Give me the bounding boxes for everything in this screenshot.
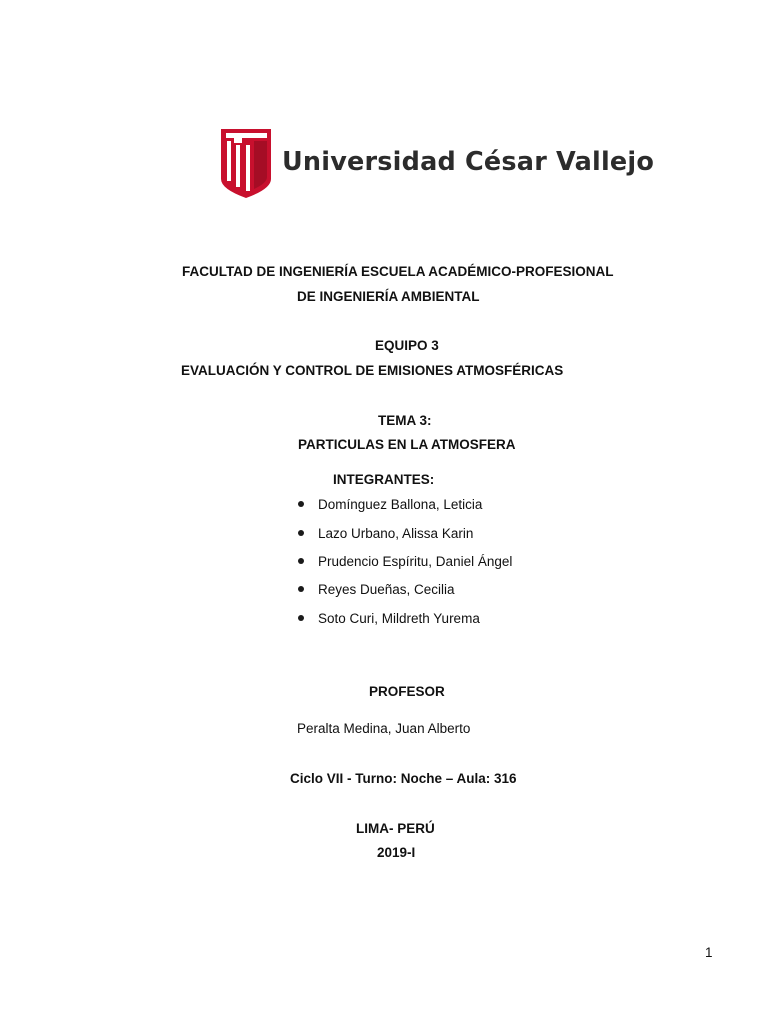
member-name: Domínguez Ballona, Leticia xyxy=(318,497,483,512)
list-item xyxy=(298,497,482,512)
member-name: Lazo Urbano, Alissa Karin xyxy=(318,526,474,541)
faculty-line-2: DE INGENIERÍA AMBIENTAL xyxy=(297,289,480,304)
member-name: Soto Curi, Mildreth Yurema xyxy=(318,611,480,626)
professor-name: Peralta Medina, Juan Alberto xyxy=(297,721,471,736)
bullet-icon xyxy=(298,558,304,564)
course-title: EVALUACIÓN Y CONTROL DE EMISIONES ATMOSFÉRICAS xyxy=(181,363,564,378)
bullet-icon xyxy=(298,615,304,621)
list-item xyxy=(298,526,473,541)
list-item xyxy=(298,611,480,626)
team-label: EQUIPO 3 xyxy=(375,338,439,353)
faculty-line-1: FACULTAD DE INGENIERÍA ESCUELA ACADÉMICO-PROFESIONAL xyxy=(182,264,614,279)
bullet-icon xyxy=(298,501,304,507)
topic-label: TEMA 3: xyxy=(378,413,432,428)
members-heading: INTEGRANTES: xyxy=(333,472,435,487)
university-wordmark: Universidad César Vallejo xyxy=(282,147,655,177)
university-logo xyxy=(220,127,655,201)
page-number: 1 xyxy=(705,945,713,960)
place-label: LIMA- PERÚ xyxy=(356,821,435,836)
period-label: 2019-I xyxy=(377,845,416,860)
cycle-info: Ciclo VII - Turno: Noche – Aula: 316 xyxy=(290,771,517,786)
topic-name: PARTICULAS EN LA ATMOSFERA xyxy=(298,437,516,452)
member-name: Prudencio Espíritu, Daniel Ángel xyxy=(318,554,513,569)
professor-heading: PROFESOR xyxy=(369,684,445,699)
university-emblem-icon xyxy=(220,127,272,199)
member-name: Reyes Dueñas, Cecilia xyxy=(318,582,455,597)
list-item xyxy=(298,582,455,597)
list-item xyxy=(298,554,512,569)
bullet-icon xyxy=(298,586,304,592)
bullet-icon xyxy=(298,530,304,536)
